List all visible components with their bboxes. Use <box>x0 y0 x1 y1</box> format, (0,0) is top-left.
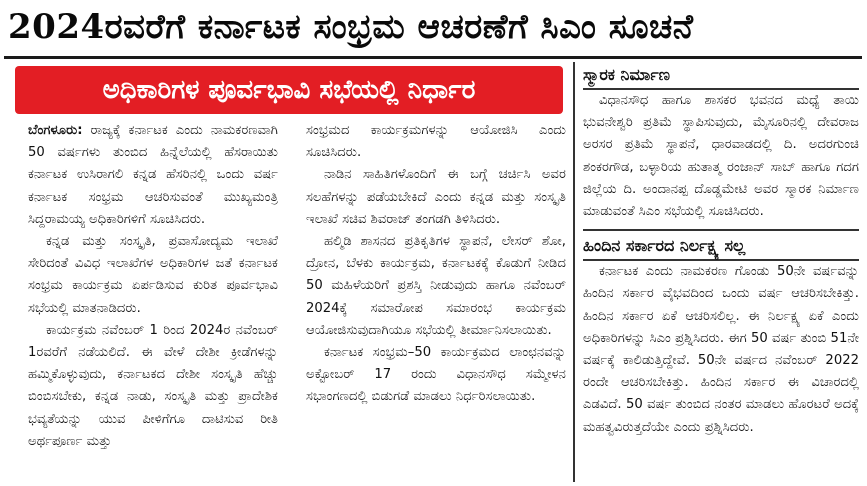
headline: 2024ರವರೆಗೆ ಕರ್ನಾಟಕ ಸಂಭ್ರಮ ಆಚರಣೆಗೆ ಸಿಎಂ ಸೂಚನೆ <box>8 7 694 47</box>
article-column-2 <box>306 120 566 480</box>
section-title-memorial: ಸ್ಮಾರಕ ನಿರ್ಮಾಣ <box>583 62 859 90</box>
section-body-memorial: ವಿಧಾನಸೌಧ ಹಾಗೂ ಶಾಸಕರ ಭವನದ ಮಧ್ಯೆ ತಾಯಿ ಭುವನೇಶ್ವರಿ ಪ್ರತಿಮೆ ಸ್ಥಾಪಿಸುವುದು, ಮೈಸೂರಿನಲ್ಲಿ ದೇವರಾಜ ಅರಸರ ಪ್ರತಿಮೆ ಸ್ಥಾಪನೆ, ಧಾರವಾಡದಲ್ಲಿ ದಿ. ಅದರಗುಂಚಿ ಶಂಕರಗೌಡ, ಬಳ್ಳಾರಿಯ ಹುತಾತ್ಮ ರಂಜಾನ್ ಸಾಬ್ ಹಾಗೂ ಗದಗ ಜಿಲ್ಲೆಯ ದಿ. ಅಂದಾನಪ್ಪ ದೊಡ್ಡಮೇಟಿ ಅವರ ಸ್ಮಾರಕ ನಿರ್ಮಾಣ ಮಾಡುವಂತೆ ಸಿಎಂ ಸಭೆಯಲ್ಲಿ ಸೂಚಿಸಿದರು. <box>583 93 859 220</box>
subheadline-banner <box>15 66 563 114</box>
column2-paragraph-2: ನಾಡಿನ ಸಾಹಿತಿಗಳೊಂದಿಗೆ ಈ ಬಗ್ಗೆ ಚರ್ಚಿಸಿ ಅವರ ಸಲಹೆಗಳನ್ನು ಪಡೆಯಬೇಕಿದೆ ಎಂದು ಕನ್ನಡ ಮತ್ತು ಸಂಸ್ಕೃತಿ ಇಲಾಖೆ ಸಚಿವ ಶಿವರಾಜ್ ತಂಗಡಗಿ ತಿಳಿಸಿದರು. <box>306 167 566 227</box>
subheadline-text: ಅಧಿಕಾರಿಗಳ ಪೂರ್ವಭಾವಿ ಸಭೆಯಲ್ಲಿ ನಿರ್ಧಾರ <box>102 74 476 105</box>
column2-paragraph-1: ಸಂಭ್ರಮದ ಕಾರ್ಯಕ್ರಮಗಳನ್ನು ಆಯೋಜಿಸಿ ಎಂದು ಸೂಚಿಸಿದರು. <box>306 123 566 161</box>
column1-paragraph-1-text: ರಾಜ್ಯಕ್ಕೆ ಕರ್ನಾಟಕ ಎಂದು ನಾಮಕರಣವಾಗಿ 50 ವರ್ಷಗಳು ತುಂಬಿದ ಹಿನ್ನೆಲೆಯಲ್ಲಿ ಹೆಸರಾಯಿತು ಕರ್ನಾಟಕ ಉಸಿರಾಗಲಿ ಕನ್ನಡ ಹೆಸರಿನಲ್ಲಿ ಒಂದು ವರ್ಷ ಕರ್ನಾಟಕ ಸಂಭ್ರಮ ಆಚರಿಸುವಂತೆ ಮುಖ್ಯಮಂತ್ರಿ ಸಿದ್ದರಾಮಯ್ಯ ಅಧಿಕಾರಿಗಳಿಗೆ ಸೂಚಿಸಿದರು. <box>28 123 278 227</box>
dateline: ಬೆಂಗಳೂರು: <box>28 123 83 138</box>
column1-paragraph-3: ಕಾರ್ಯಕ್ರಮ ನವೆಂಬರ್ 1 ರಿಂದ 2024ರ ನವೆಂಬರ್ 1ರವರೆಗೆ ನಡೆಯಲಿದೆ. ಈ ವೇಳೆ ದೇಶೀ ಕ್ರೀಡೆಗಳನ್ನು ಹಮ್ಮಿಕೊಳ್ಳುವುದು, ಕರ್ನಾಟಕದ ದೇಶೀ ಸಂಸ್ಕೃತಿ ಹೆಚ್ಚು ಬಿಂಬಿಸಬೇಕು, ಕನ್ನಡ ನಾಡು, ಸಂಸ್ಕೃತಿ ಮತ್ತು ಪ್ರಾದೇಶಿಕ ಭವ್ಯತೆಯನ್ನು ಯುವ ಪೀಳಿಗೆಗೂ ದಾಟಿಸುವ ರೀತಿ ಅರ್ಥಪೂರ್ಣ ಮತ್ತು <box>28 322 278 449</box>
column-divider <box>573 62 575 482</box>
column1-paragraph-2: ಕನ್ನಡ ಮತ್ತು ಸಂಸ್ಕೃತಿ, ಪ್ರವಾಸೋದ್ಯಮ ಇಲಾಖೆ ಸೇರಿದಂತೆ ವಿವಿಧ ಇಲಾಖೆಗಳ ಅಧಿಕಾರಿಗಳ ಜತೆ ಕರ್ನಾಟಕ ಸಂಭ್ರಮ ಕಾರ್ಯಕ್ರಮ ಏರ್ಪಡಿಸುವ ಕುರಿತ ಪೂರ್ವಭಾವಿ ಸಭೆಯಲ್ಲಿ ಮಾತನಾಡಿದರು. <box>28 234 278 316</box>
section-title-previous-govt: ಹಿಂದಿನ ಸರ್ಕಾರದ ನಿರ್ಲಕ್ಷ್ಯ ಸಲ್ಲ <box>583 229 859 261</box>
sidebar-column <box>583 62 859 484</box>
headline-rule <box>4 56 862 59</box>
column1-paragraph-1 <box>28 120 278 231</box>
column2-paragraph-3: ಹಲ್ಮಿಡಿ ಶಾಸನದ ಪ್ರತಿಕೃತಿಗಳ ಸ್ಥಾಪನೆ, ಲೇಸರ್ ಶೋ, ದ್ರೋನ, ಬೆಳಕು ಕಾರ್ಯಕ್ರಮ, ಕರ್ನಾಟಕಕ್ಕೆ ಕೊಡುಗೆ ನೀಡಿದ 50 ಮಹಿಳೆಯರಿಗೆ ಪ್ರಶಸ್ತಿ ನೀಡುವುದು ಹಾಗೂ ನವೆಂಬರ್ 2024ಕ್ಕೆ ಸಮಾರೋಪ ಸಮಾರಂಭ ಕಾರ್ಯಕ್ರಮ ಆಯೋಜಿಸುವುದಾಗಿಯೂ ಸಭೆಯಲ್ಲಿ ತೀರ್ಮಾನಿಸಲಾಯಿತು. <box>306 234 566 338</box>
section-body-previous-govt: ಕರ್ನಾಟಕ ಎಂದು ನಾಮಕರಣ ಗೊಂಡು 50ನೇ ವರ್ಷವನ್ನು ಹಿಂದಿನ ಸರ್ಕಾರ ವೈಭವದಿಂದ ಒಂದು ವರ್ಷ ಆಚರಿಸಬೇಕಿತ್ತು. ಹಿಂದಿನ ಸರ್ಕಾರ ಏಕೆ ಆಚರಿಸಲಿಲ್ಲ. ಈ ನಿರ್ಲಕ್ಷ್ಯ ಏಕೆ ಎಂದು ಅಧಿಕಾರಿಗಳನ್ನು ಸಿಎಂ ಪ್ರಶ್ನಿಸಿದರು. ಈಗ 50 ವರ್ಷ ತುಂಬಿ 51ನೇ ವರ್ಷಕ್ಕೆ ಕಾಲಿಡುತ್ತಿದ್ದೇವೆ. 50ನೇ ವರ್ಷದ ನವೆಂಬರ್ 2022 ರಂದೇ ಆಚರಿಸಬೇಕಿತ್ತು. ಹಿಂದಿನ ಸರ್ಕಾರ ಈ ವಿಚಾರದಲ್ಲಿ ಎಡವಿದೆ. 50 ವರ್ಷ ತುಂಬಿದ ನಂತರ ಮಾಡಲು ಹೊರಟರೆ ಅದಕ್ಕೆ ಮಹತ್ವವಿರುತ್ತದೆಯೇ ಎಂದು ಪ್ರಶ್ನಿಸಿದರು. <box>583 264 859 435</box>
column2-paragraph-4: ಕರ್ನಾಟಕ ಸಂಭ್ರಮ–50 ಕಾರ್ಯಕ್ರಮದ ಲಾಂಛನವನ್ನು ಅಕ್ಟೋಬರ್ 17 ರಂದು ವಿಧಾನಸೌಧ ಸಮ್ಮೇಳನ ಸಭಾಂಗಣದಲ್ಲಿ ಬಿಡುಗಡೆ ಮಾಡಲು ನಿರ್ಧರಿಸಲಾಯಿತು. <box>306 345 566 405</box>
article-column-1 <box>28 120 278 480</box>
